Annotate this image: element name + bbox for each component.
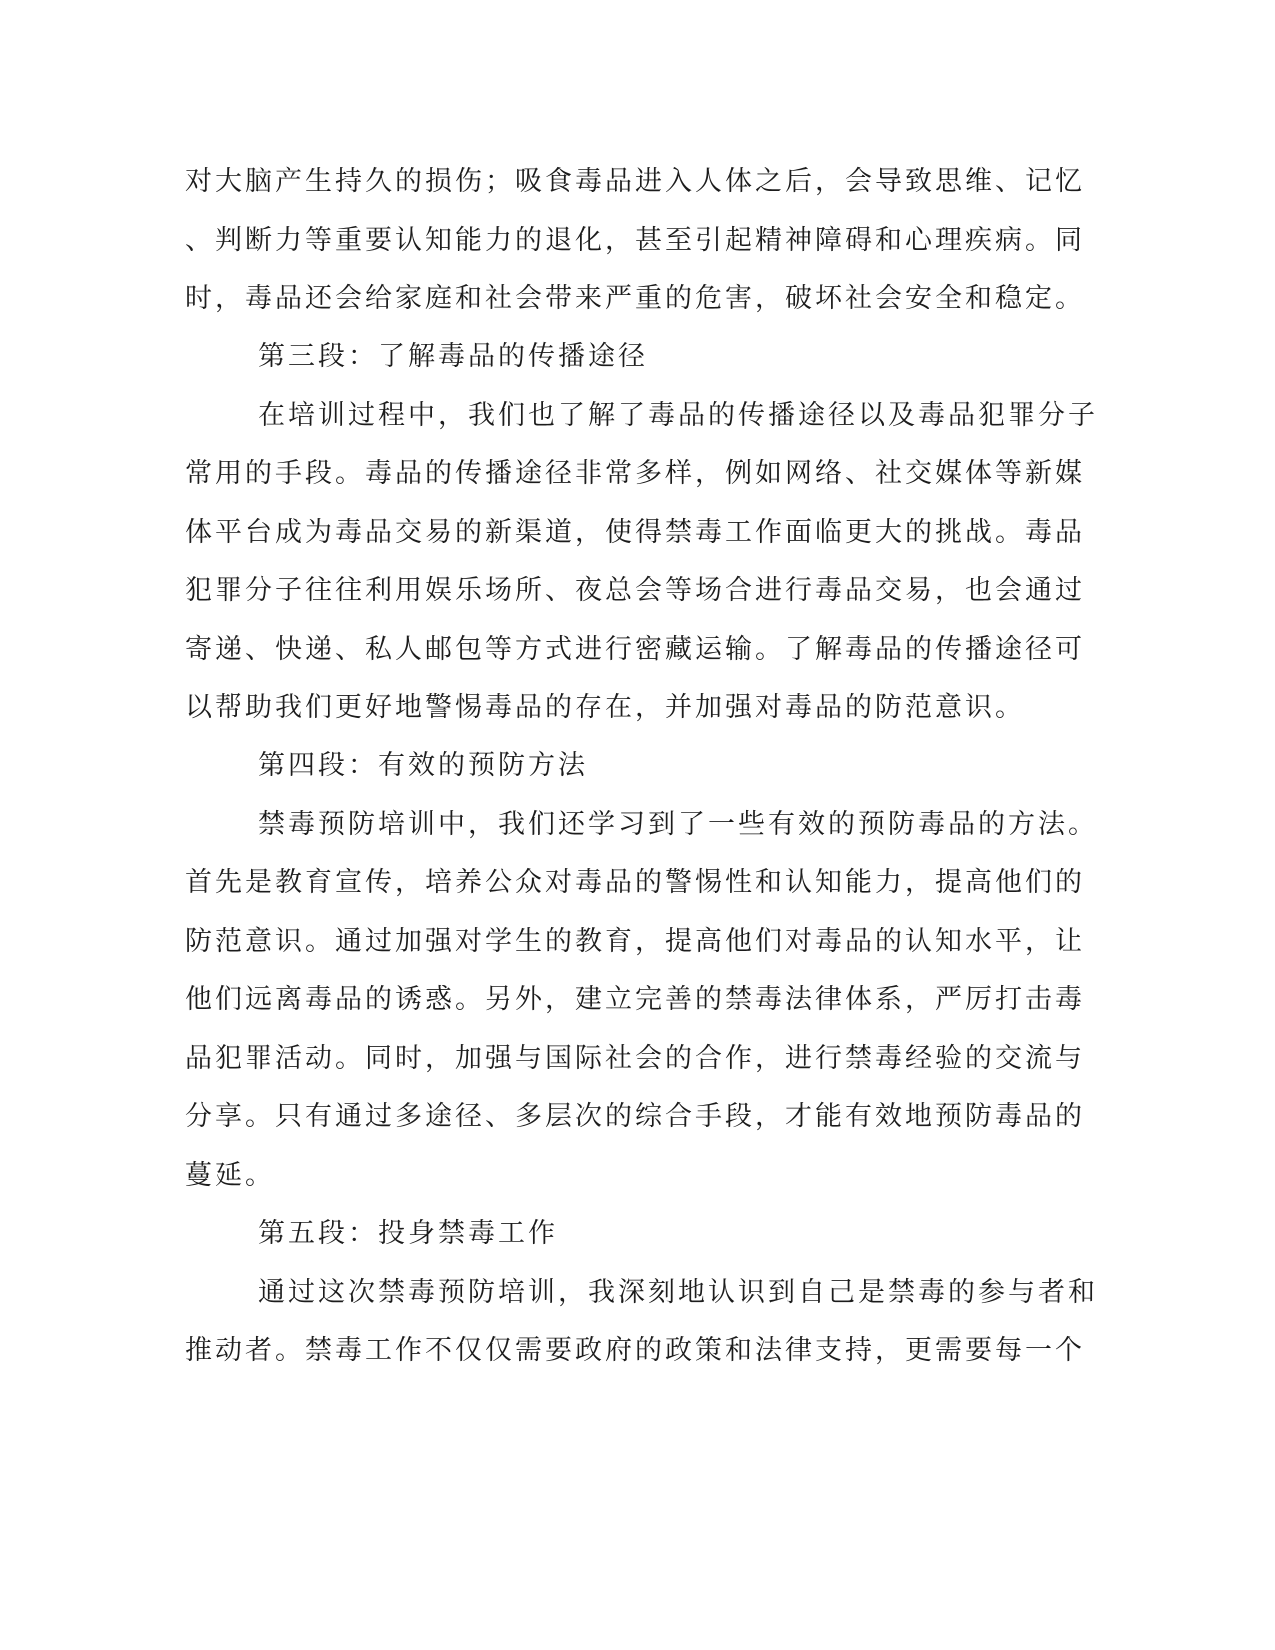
text-line: 首先是教育宣传，培养公众对毒品的警惕性和认知能力，提高他们的 — [185, 867, 1085, 898]
paragraph-first-line: 通过这次禁毒预防培训，我深刻地认识到自己是禁毒的参与者和 — [258, 1277, 1098, 1308]
text-line: 防范意识。通过加强对学生的教育，提高他们对毒品的认知水平，让 — [185, 926, 1085, 957]
text-line: 他们远离毒品的诱惑。另外，建立完善的禁毒法律体系，严厉打击毒 — [185, 984, 1085, 1015]
text-line: 寄递、快递、私人邮包等方式进行密藏运输。了解毒品的传播途径可 — [185, 634, 1085, 665]
text-line: 体平台成为毒品交易的新渠道，使得禁毒工作面临更大的挑战。毒品 — [185, 517, 1085, 548]
text-line: 犯罪分子往往利用娱乐场所、夜总会等场合进行毒品交易，也会通过 — [185, 575, 1085, 606]
text-line: 分享。只有通过多途径、多层次的综合手段，才能有效地预防毒品的 — [185, 1101, 1085, 1132]
section-heading: 第五段：投身禁毒工作 — [258, 1218, 558, 1249]
paragraph-first-line: 禁毒预防培训中，我们还学习到了一些有效的预防毒品的方法。 — [258, 809, 1098, 840]
text-line: 推动者。禁毒工作不仅仅需要政府的政策和法律支持，更需要每一个 — [185, 1335, 1085, 1366]
text-line: 常用的手段。毒品的传播途径非常多样，例如网络、社交媒体等新媒 — [185, 458, 1085, 489]
text-line: 对大脑产生持久的损伤；吸食毒品进入人体之后，会导致思维、记忆 — [185, 166, 1085, 197]
text-line: 以帮助我们更好地警惕毒品的存在，并加强对毒品的防范意识。 — [185, 692, 1025, 723]
text-line: 时，毒品还会给家庭和社会带来严重的危害，破坏社会安全和稳定。 — [185, 283, 1085, 314]
section-heading: 第三段：了解毒品的传播途径 — [258, 341, 648, 372]
text-line: 、判断力等重要认知能力的退化，甚至引起精神障碍和心理疾病。同 — [185, 225, 1085, 256]
text-line: 品犯罪活动。同时，加强与国际社会的合作，进行禁毒经验的交流与 — [185, 1043, 1085, 1074]
section-heading: 第四段：有效的预防方法 — [258, 750, 588, 781]
paragraph-first-line: 在培训过程中，我们也了解了毒品的传播途径以及毒品犯罪分子 — [258, 400, 1098, 431]
text-line: 蔓延。 — [185, 1160, 275, 1191]
